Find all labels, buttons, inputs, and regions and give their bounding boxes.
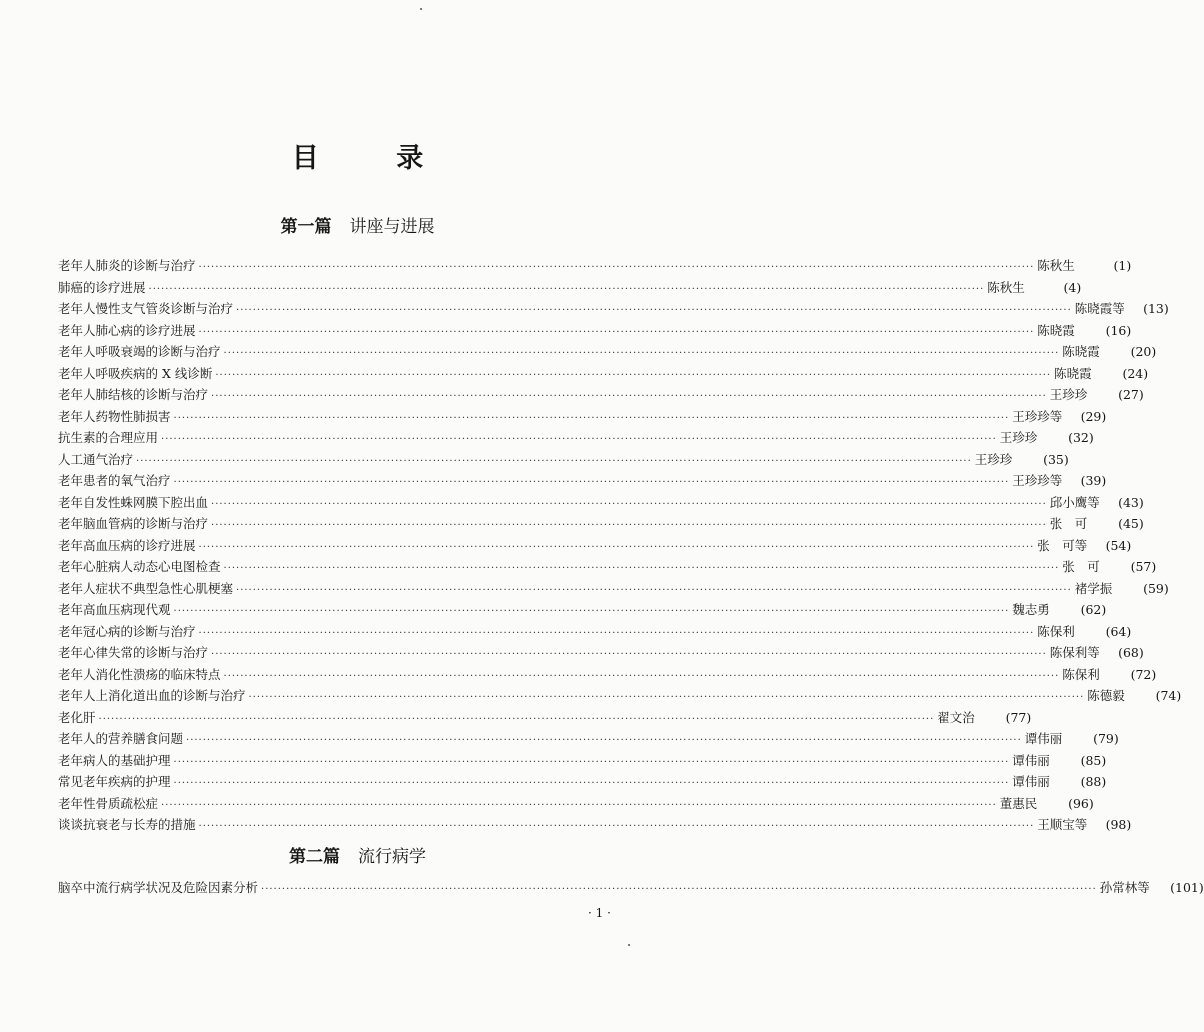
toc-entry-page: (35) [1043, 451, 1069, 467]
toc-entry-title: 老年人的营养膳食问题 [58, 731, 184, 746]
dot-leader: ········································································································································································································ [136, 455, 972, 467]
section-part-label: 第二篇 [289, 847, 340, 867]
toc-entry-page: (16) [1105, 322, 1132, 338]
toc-entry-page: (88) [1080, 774, 1107, 789]
toc-entry-author: 王珍珍 [999, 430, 1038, 445]
toc-entry [58, 729, 1119, 751]
toc-entry-page: (20) [1130, 344, 1157, 359]
toc-entry-title: 老年心律失常的诊断与治疗 [58, 645, 209, 660]
toc-entry-page: (77) [1005, 709, 1032, 725]
scan-speck [420, 8, 422, 10]
dot-leader: ········································································································································································································ [198, 262, 1035, 273]
page-number: · 1 · [588, 906, 611, 920]
section-heading-2 [0, 842, 715, 867]
toc-entry-page: (24) [1122, 365, 1149, 381]
toc-entry-page: (39) [1080, 473, 1107, 488]
dot-leader: ········································································································································································································ [223, 348, 1060, 359]
toc-entry-title: 老年心脏病人动态心电图检查 [58, 559, 221, 574]
toc-entry-page: (68) [1118, 645, 1144, 660]
section-heading-1 [0, 212, 715, 237]
dot-leader: ········································································································································································································ [198, 627, 1035, 639]
toc-entry-page: (54) [1105, 537, 1132, 553]
toc-entry-title: 肺癌的诊疗进展 [58, 279, 146, 295]
toc-entry [58, 278, 1082, 300]
toc-entry-author: 陈晓霞 [1054, 365, 1092, 381]
toc-entry-page: (13) [1143, 301, 1169, 316]
dot-leader: ········································································································································································································ [173, 477, 1010, 488]
toc-entry-page: (79) [1093, 731, 1119, 746]
toc-entry-author: 张 可等 [1037, 537, 1088, 553]
toc-entry [58, 321, 1132, 343]
dot-leader: ········································································································································································································ [148, 283, 985, 295]
toc-entry [58, 665, 1157, 687]
dot-leader: ········································································································································································································ [223, 563, 1060, 574]
toc-entry-title: 老化肝 [58, 709, 96, 725]
toc-entry-author: 谭伟丽 [1012, 774, 1050, 789]
toc-entry [58, 493, 1144, 515]
toc-entry-page: (43) [1118, 494, 1144, 510]
toc-entry-page: (1) [1113, 258, 1132, 273]
toc-entry-title: 人工通气治疗 [58, 451, 134, 467]
toc-entry-page: (32) [1068, 430, 1094, 445]
section-name: 讲座与进展 [349, 217, 435, 237]
toc-entry-page: (101) [1170, 880, 1204, 895]
toc-entry-title: 老年人肺心病的诊疗进展 [58, 322, 196, 338]
dot-leader: ········································································································································································································ [261, 884, 1097, 895]
toc-entry-title: 谈谈抗衰老与长寿的措施 [58, 817, 196, 832]
dot-leader: ········································································································································································································ [211, 498, 1047, 510]
toc-entry-author: 王顺宝等 [1037, 817, 1088, 832]
dot-leader: ········································································································································································································ [223, 670, 1060, 682]
toc-entry-author: 陈秋生 [1037, 258, 1075, 273]
toc-entry [58, 643, 1144, 665]
toc-entry-author: 谭伟丽 [1024, 731, 1063, 746]
dot-leader: ········································································································································································································ [161, 799, 997, 811]
toc-entry-title: 老年人慢性支气管炎诊断与治疗 [58, 301, 234, 316]
toc-entry [58, 471, 1107, 493]
toc-entry-page: (62) [1080, 602, 1107, 617]
dot-leader: ········································································································································································································ [186, 735, 1022, 746]
toc-entry-author: 谭伟丽 [1012, 752, 1050, 768]
toc-entry-author: 孙常林等 [1099, 880, 1150, 895]
toc-entry-page: (85) [1080, 752, 1107, 768]
toc-entry [58, 256, 1132, 278]
toc-entry-title: 抗生素的合理应用 [58, 430, 159, 445]
toc-entry [58, 579, 1169, 601]
toc-entry-page: (74) [1155, 688, 1182, 703]
toc-entry-author: 陈保利等 [1049, 645, 1100, 660]
toc-entry [58, 364, 1149, 386]
section-name: 流行病学 [358, 847, 426, 867]
toc-entry-author: 邱小鹰等 [1049, 494, 1100, 510]
toc-entry-title: 老年病人的基础护理 [58, 752, 171, 768]
dot-leader: ········································································································································································································ [236, 584, 1072, 596]
dot-leader: ········································································································································································································ [211, 391, 1047, 402]
toc-entry-author: 王珍珍 [1049, 387, 1088, 402]
dot-leader: ········································································································································································································ [215, 369, 1052, 381]
toc-entry-page: (29) [1080, 408, 1107, 424]
toc-entry-page: (27) [1118, 387, 1144, 402]
toc-entry-title: 老年人呼吸衰竭的诊断与治疗 [58, 344, 221, 359]
toc-entry-author: 陈德毅 [1087, 688, 1125, 703]
dot-leader: ········································································································································································································ [236, 305, 1072, 316]
toc-entry-author: 陈晓霞 [1037, 322, 1075, 338]
dot-leader: ········································································································································································································ [198, 541, 1035, 553]
toc-entry [58, 794, 1094, 816]
toc-entry-title: 老年脑血管病的诊断与治疗 [58, 516, 209, 531]
toc-entry-title: 老年人症状不典型急性心肌梗塞 [58, 580, 234, 596]
toc-entry [58, 686, 1182, 708]
toc-entry-author: 王珍珍等 [1012, 473, 1063, 488]
toc-entry-title: 常见老年疾病的护理 [58, 774, 171, 789]
toc-entry [58, 385, 1144, 407]
toc-entry-author: 陈晓霞等 [1074, 301, 1125, 316]
toc-entry-page: (72) [1130, 666, 1157, 682]
dot-leader: ········································································································································································································ [173, 778, 1010, 789]
dot-leader: ········································································································································································································ [173, 412, 1010, 424]
scan-speck [628, 944, 630, 946]
toc-entry-page: (64) [1105, 623, 1132, 639]
toc-entry-title: 脑卒中流行病学状况及危险因素分析 [58, 880, 259, 895]
dot-leader: ········································································································································································································ [173, 756, 1010, 768]
dot-leader: ········································································································································································································ [211, 649, 1047, 660]
toc-entry [58, 450, 1069, 472]
toc-entry-author: 翟文治 [937, 709, 975, 725]
toc-entry-author: 王珍珍 [974, 451, 1013, 467]
toc-list-section-1 [58, 256, 1182, 837]
toc-list-section-2 [58, 878, 1204, 900]
toc-entry [58, 536, 1132, 558]
dot-leader: ········································································································································································································ [173, 606, 1010, 617]
toc-entry [58, 299, 1169, 321]
toc-entry-page: (45) [1118, 516, 1144, 531]
toc-entry [58, 772, 1107, 794]
section-part-label: 第一篇 [280, 217, 332, 237]
dot-leader: ········································································································································································································ [248, 692, 1085, 703]
toc-entry-page: (98) [1105, 817, 1132, 832]
toc-entry-title: 老年人肺结核的诊断与治疗 [58, 387, 209, 402]
toc-entry [58, 751, 1107, 773]
toc-entry-author: 陈秋生 [987, 279, 1025, 295]
toc-entry-title: 老年高血压病现代观 [58, 602, 171, 617]
dot-leader: ········································································································································································································ [161, 434, 997, 445]
toc-entry [58, 557, 1157, 579]
toc-entry [58, 878, 1204, 900]
toc-entry-title: 老年人药物性肺损害 [58, 408, 171, 424]
toc-entry-title: 老年人呼吸疾病的 X 线诊断 [58, 365, 213, 381]
toc-entry [58, 342, 1157, 364]
toc-entry-author: 陈晓霞 [1062, 344, 1100, 359]
toc-entry-title: 老年人消化性溃疡的临床特点 [58, 666, 221, 682]
toc-entry-title: 老年人肺炎的诊断与治疗 [58, 258, 196, 273]
toc-entry-title: 老年高血压病的诊疗进展 [58, 537, 196, 553]
toc-entry [58, 622, 1132, 644]
toc-entry-author: 陈保利 [1062, 666, 1100, 682]
toc-entry [58, 514, 1144, 536]
toc-entry [58, 407, 1107, 429]
toc-entry-title: 老年性骨质疏松症 [58, 795, 159, 811]
page-title: 目 录 [291, 143, 458, 174]
toc-entry-page: (59) [1143, 580, 1169, 596]
toc-entry-title: 老年自发性蛛网膜下腔出血 [58, 494, 209, 510]
toc-entry-author: 张 可 [1049, 516, 1088, 531]
dot-leader: ········································································································································································································ [198, 821, 1035, 832]
toc-entry-author: 张 可 [1062, 559, 1100, 574]
toc-entry-author: 董惠民 [999, 795, 1038, 811]
toc-entry-page: (4) [1063, 279, 1082, 295]
toc-entry [58, 708, 1032, 730]
dot-leader: ········································································································································································································ [198, 326, 1035, 338]
toc-entry-author: 陈保利 [1037, 623, 1075, 639]
toc-entry-title: 老年冠心病的诊断与治疗 [58, 623, 196, 639]
toc-entry [58, 815, 1132, 837]
toc-entry-title: 老年患者的氧气治疗 [58, 473, 171, 488]
toc-entry [58, 428, 1094, 450]
toc-entry [58, 600, 1107, 622]
toc-entry-title: 老年人上消化道出血的诊断与治疗 [58, 688, 246, 703]
toc-entry-author: 褚学振 [1074, 580, 1113, 596]
dot-leader: ········································································································································································································ [98, 713, 935, 725]
toc-entry-author: 王珍珍等 [1012, 408, 1063, 424]
dot-leader: ········································································································································································································ [211, 520, 1047, 531]
toc-entry-page: (57) [1130, 559, 1157, 574]
toc-entry-page: (96) [1068, 795, 1094, 811]
toc-entry-author: 魏志勇 [1012, 602, 1050, 617]
